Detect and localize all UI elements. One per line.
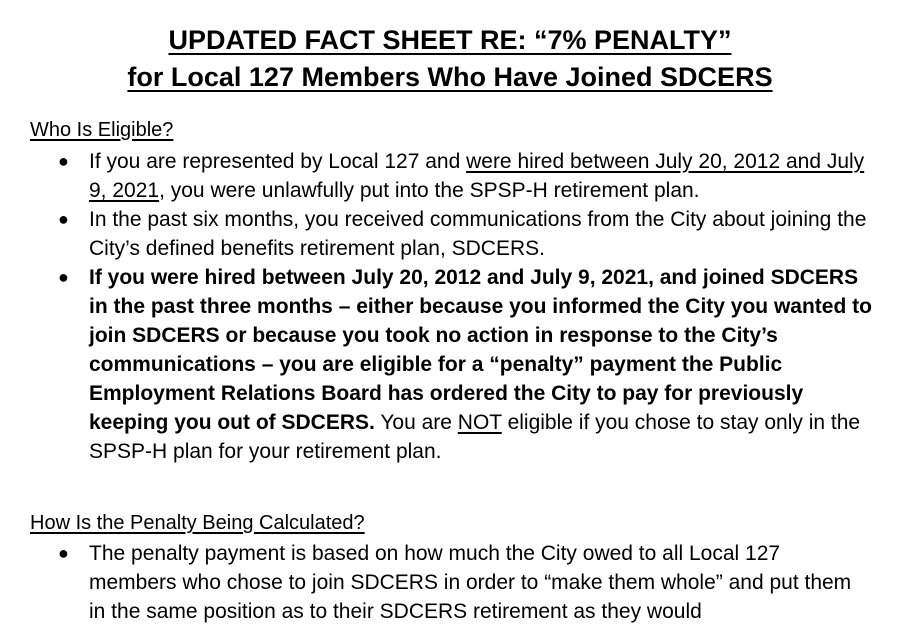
document-title-line-1: UPDATED FACT SHEET RE: “7% PENALTY” <box>168 25 732 55</box>
list-item <box>0 539 900 626</box>
bullet-text: The penalty payment is based on how much the City owed to all Local 127 members who chose to join SDCERS in order to “make them whole” and put them in the same position as to their SDCERS retirement as they would <box>89 542 852 623</box>
bullet-underlined-text: NOT <box>457 411 502 434</box>
bullet-underlined-text: were hired between July 20, 2012 and July 9, 2021 <box>89 150 865 202</box>
bullet-text: You are <box>374 411 458 434</box>
bullet-text: In the past six months, you received communications from the City about joining the City’s defined benefits retirement plan, SDCERS. <box>89 208 867 260</box>
list-item <box>0 263 900 466</box>
list-item <box>0 147 900 205</box>
bullet-text: eligible if you chose to stay only in the SPSP-H plan for your retirement plan. <box>89 411 861 463</box>
bullet-icon: ● <box>58 209 69 229</box>
document-title-line-2: for Local 127 Members Who Have Joined SDCERS <box>127 62 773 92</box>
bullet-icon: ● <box>58 267 69 287</box>
bullet-text: If you are represented by Local 127 and <box>89 150 467 173</box>
bullet-icon: ● <box>58 151 69 171</box>
eligibility-bullet-list <box>0 147 900 466</box>
bullet-icon: ● <box>58 543 69 563</box>
bullet-bold-text: If you were hired between July 20, 2012 and July 9, 2021, and joined SDCERS in the past three months – either because you informed the City you wanted to join SDCERS or because you took no action in response to the City’s communications – you are eligible for a “penalty” payment the Public Employment Relations Board has ordered the City to pay for previously keeping you out of SDCERS. <box>89 266 872 434</box>
section-heading-eligibility: Who Is Eligible? <box>30 119 174 141</box>
list-item <box>0 205 900 263</box>
calculation-bullet-list <box>0 539 900 626</box>
bullet-text: , you were unlawfully put into the SPSP-H retirement plan. <box>159 179 700 202</box>
section-heading-calculation: How Is the Penalty Being Calculated? <box>30 512 365 534</box>
